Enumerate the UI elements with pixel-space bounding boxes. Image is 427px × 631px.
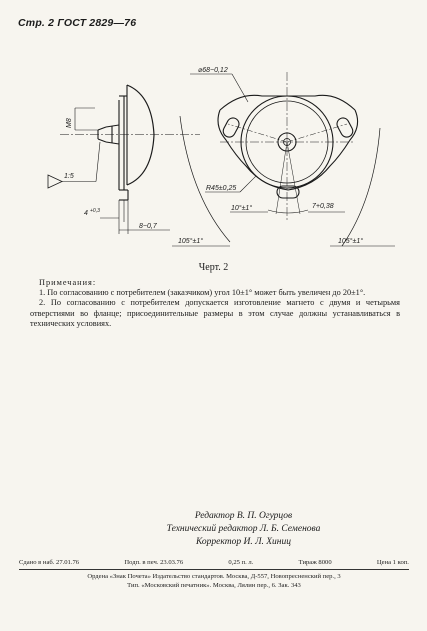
tech-editor-credit: Технический редактор Л. Б. Семенова (166, 524, 321, 534)
credits-block (0, 510, 427, 549)
front-view (172, 72, 395, 246)
figure-caption: Черт. 2 (198, 262, 229, 273)
note-item: 2. По согласованию с потребителем допускается изготовление магнето с двумя и четырьмя отверстиями во фланце; присоединительные размеры в этом случае должны устанавливаться в технических условиях. (30, 298, 400, 328)
signed-date: Подп. в печ. 23.03.76 (124, 559, 184, 566)
angle-105-right-label: 105°±1° (338, 238, 364, 245)
corrector-credit: Корректор И. Л. Хиниц (195, 537, 292, 547)
publisher-line: Ордена «Знак Почета» Издательство стандартов. Москва, Д-557, Новопресненский пер., 3 (87, 573, 341, 580)
note-item: 1. По согласованию с потребителем (заказчиком) угол 10±1° может быть увеличен до 20±1°. (39, 288, 366, 298)
angle-10-label: 10°±1° (231, 205, 253, 212)
sent-date: Сдано в наб. 27.01.76 (19, 559, 80, 566)
dim-4-tolerance: +0,3 (90, 208, 100, 214)
dim-7-label: 7+0,38 (312, 203, 334, 210)
sheets-count: 0,25 п. л. (228, 559, 254, 566)
imprint-divider (19, 569, 409, 570)
dim-4-label: 4 (84, 210, 88, 217)
taper-label: 1:5 (64, 173, 74, 180)
radius-label: R45±0,25 (206, 185, 237, 192)
diameter-label: ⌀68−0,12 (198, 67, 228, 74)
dim-8-label: 8−0,7 (139, 223, 157, 230)
technical-drawing (0, 40, 427, 265)
editor-credit: Редактор В. П. Огурцов (194, 511, 293, 521)
print-run: Тираж 8000 (298, 559, 332, 566)
printer-line: Тип. «Московский печатник». Москва, Лялин пер., 6. Зак. 343 (127, 582, 301, 589)
thread-label: M8 (66, 118, 73, 128)
price: Цена 1 коп. (376, 559, 409, 566)
imprint-row (19, 558, 409, 567)
page-header: Стр. 2 ГОСТ 2829—76 (18, 17, 137, 29)
imprint-block (19, 558, 409, 590)
angle-105-left-label: 105°±1° (178, 238, 204, 245)
notes-title: Примечания: (39, 278, 97, 287)
notes-block (30, 278, 400, 329)
side-view (48, 85, 200, 234)
